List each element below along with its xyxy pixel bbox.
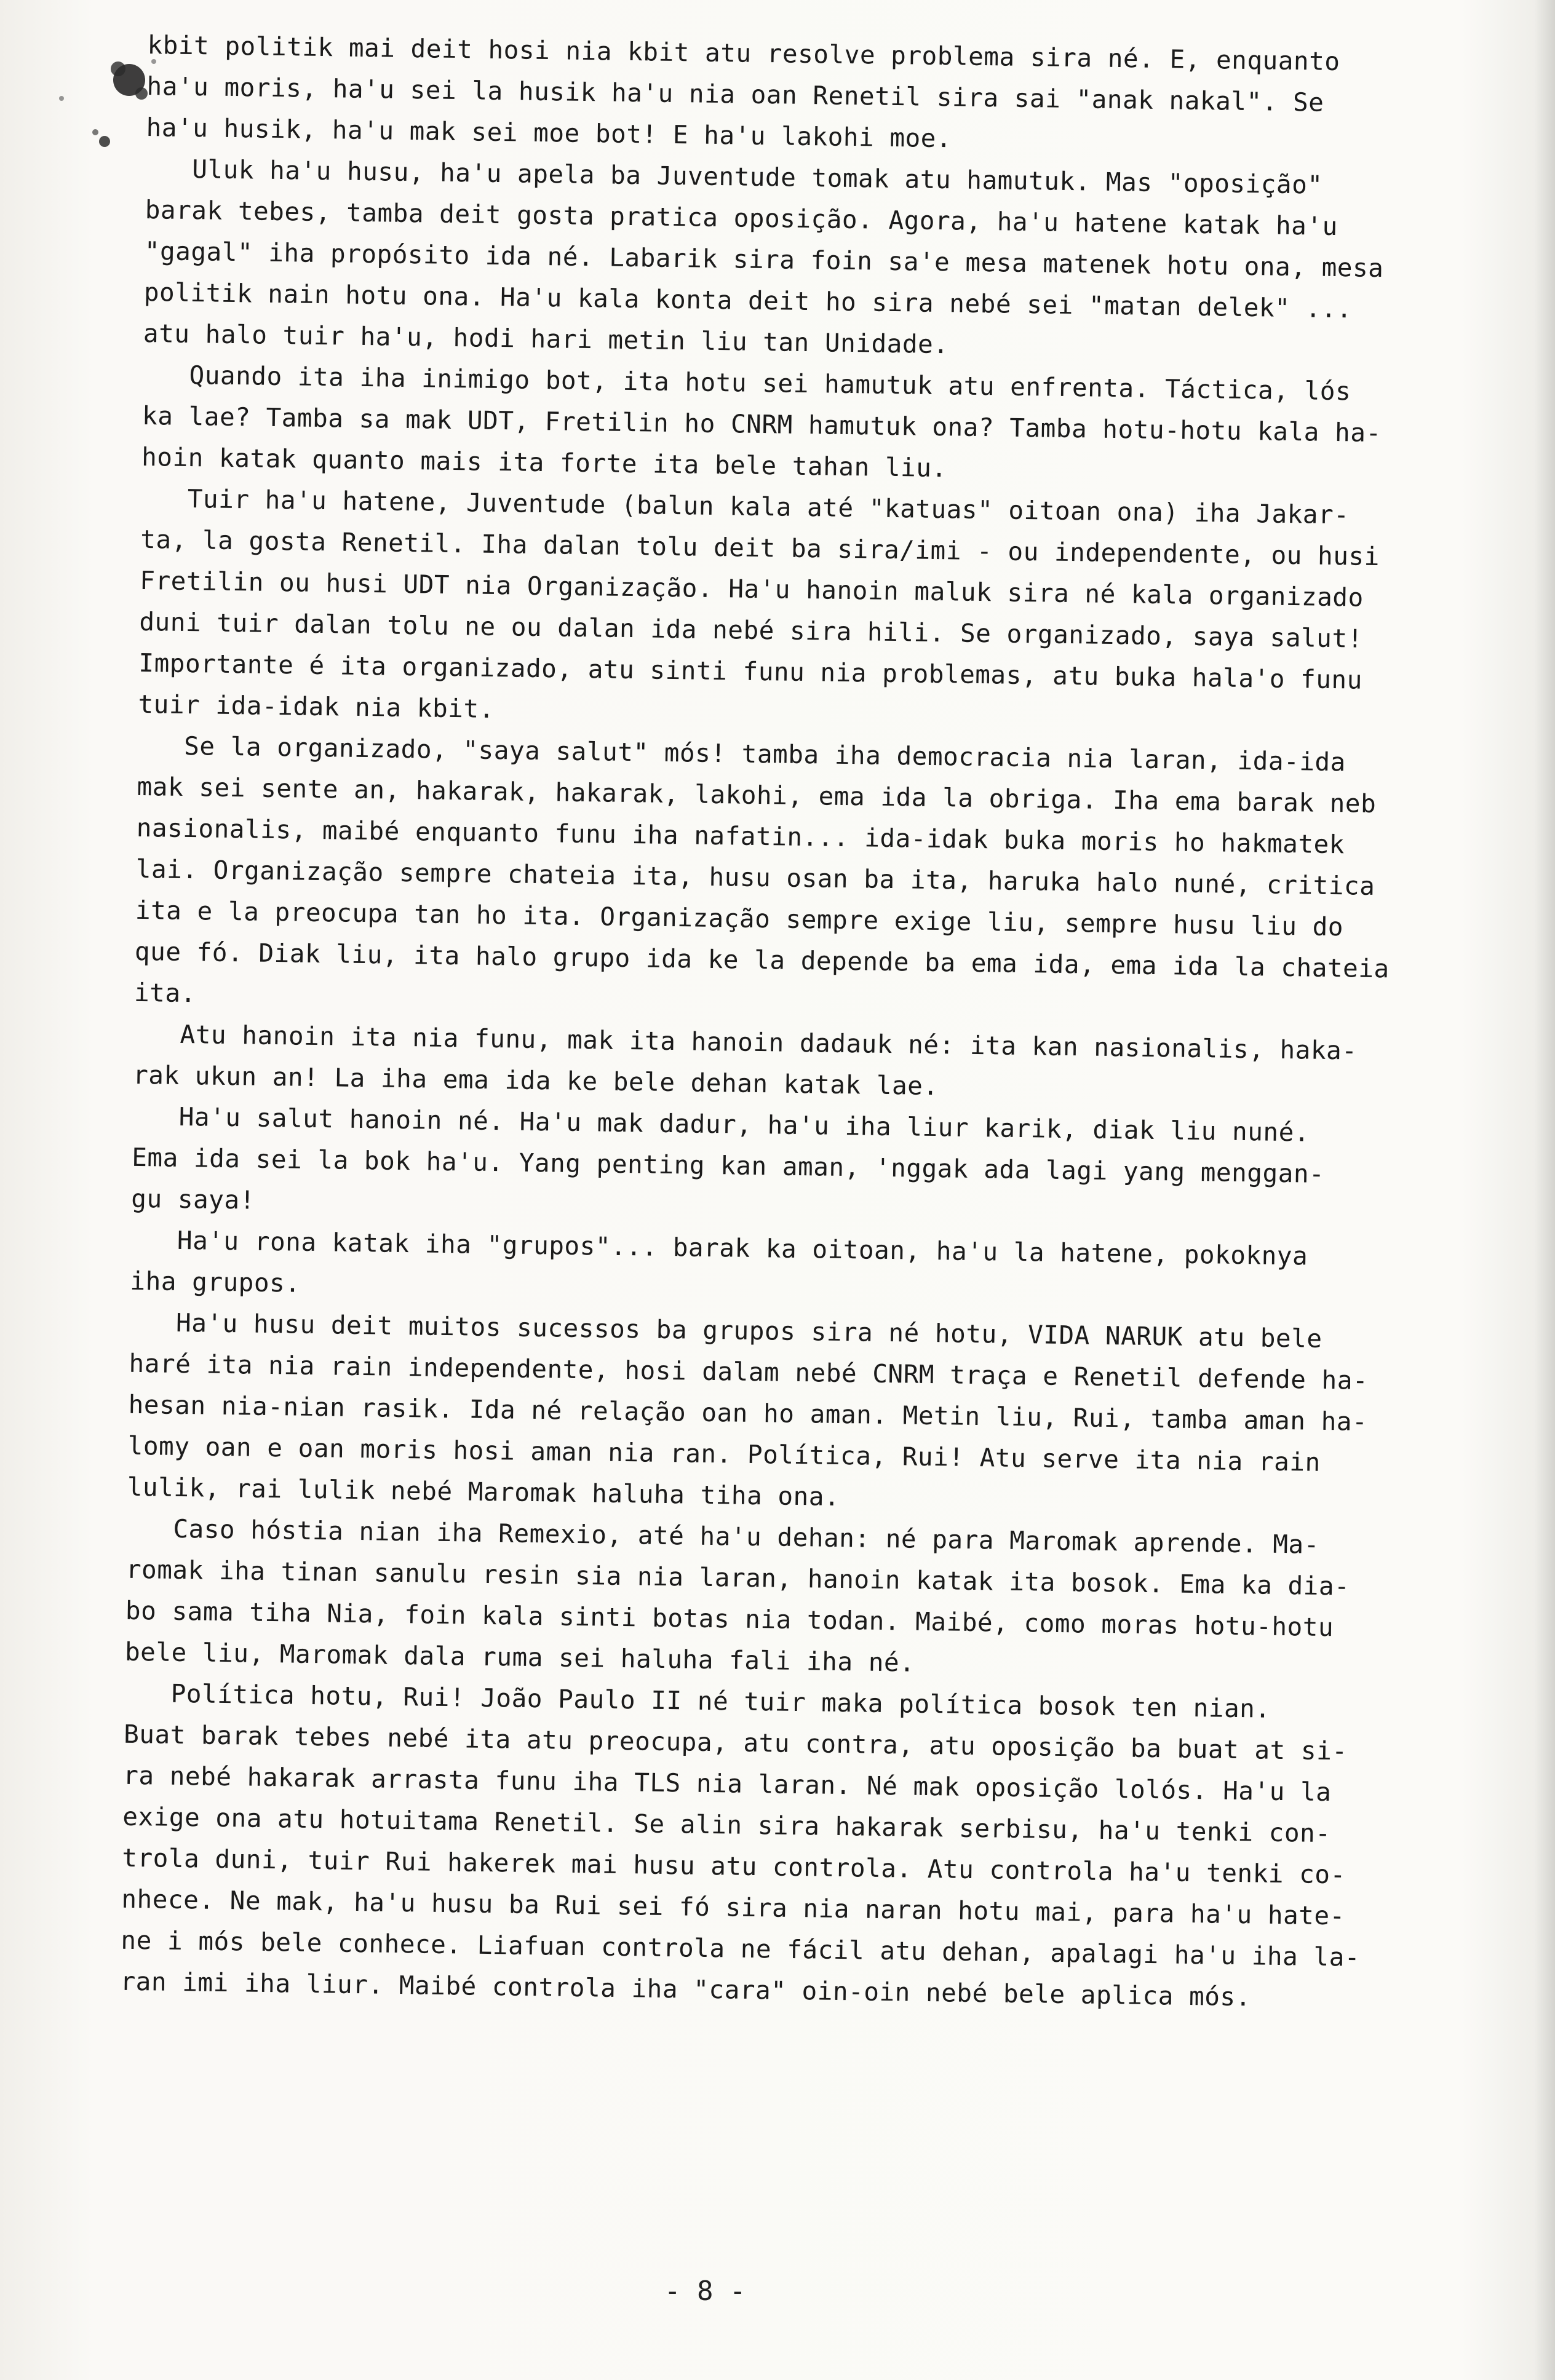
text-line: atu halo tuir ha'u, hodi hari metin liu tan Unidade. [143,318,949,360]
text-line: politik nain hotu ona. Ha'u kala konta deit ho sira nebé sei "matan delek" ... [143,277,1353,324]
text-line: ita. [133,977,197,1009]
text-line: Importante é ita organizado, atu sinti funu nia problemas, atu buka hala'o funu [138,648,1363,695]
text-line: romak iha tinan sanulu resin sia nia laran, hanoin katak ita bosok. Ema ka dia- [125,1554,1350,1601]
text-line: ta, la gosta Renetil. Iha dalan tolu deit ba sira/imi - ou independente, ou husi [140,524,1380,572]
text-line: Fretilin ou husi UDT nia Organização. Ha'u hanoin maluk sira né kala organizado [140,565,1364,613]
page-edge-shadow [1534,0,1555,2380]
text-line: lai. Organização sempre chateia ita, husu osan ba ita, haruka halo nuné, critica [135,854,1375,901]
text-line: Caso hóstia nian iha Remexio, até ha'u dehan: né para Maromak aprende. Ma- [126,1513,1320,1560]
text-line: exige ona atu hotuitama Renetil. Se alin sira hakarak serbisu, ha'u tenki con- [122,1801,1331,1849]
text-line: ne i mós bele conhece. Liafuan controla ne fácil atu dehan, apalagi ha'u iha la- [121,1925,1361,1972]
text-line: lomy oan e oan moris hosi aman nia ran. Política, Rui! Atu serve ita nia rain [127,1430,1321,1477]
text-line: bo sama tiha Nia, foin kala sinti botas nia todan. Maibé, como moras hotu-hotu [125,1595,1334,1643]
text-line: ran imi iha liur. Maibé controla iha "cara" oin-oin nebé bele aplica mós. [120,1966,1252,2012]
text-line: hoin katak quanto mais ita forte ita bele tahan liu. [141,442,947,483]
text-line: lulik, rai lulik nebé Maromak haluha tiha ona. [127,1472,840,1512]
text-line: nhece. Ne mak, ha'u husu ba Rui sei fó sira nia naran hotu mai, para ha'u hate- [121,1884,1346,1931]
text-line: nasionalis, maibé enquanto funu iha nafatin... ida-idak buka moris ho hakmatek [136,812,1345,860]
text-line: tuir ida-idak nia kbit. [138,689,495,724]
text-line: Ha'u rona katak iha "grupos"... barak ka oitoan, ha'u la hatene, pokoknya [130,1224,1308,1271]
text-line: duni tuir dalan tolu ne ou dalan ida nebé sira hili. Se organizado, saya salut! [139,606,1364,654]
text-line: kbit politik mai deit hosi nia kbit atu resolve problema sira né. E, enquanto [147,30,1340,77]
text-line: barak tebes, tamba deit gosta pratica oposição. Agora, ha'u hatene katak ha'u [145,194,1338,242]
text-line: ita e la preocupa tan ho ita. Organização sempre exige liu, sempre husu liu do [135,895,1344,942]
text-line: ka lae? Tamba sa mak UDT, Fretilin ho CNRM hamutuk ona? Tamba hotu-hotu kala ha- [141,400,1382,448]
text-line: ha'u husik, ha'u mak sei moe bot! E ha'u lakohi moe. [146,112,952,154]
text-line: ha'u moris, ha'u sei la husik ha'u nia oan Renetil sira sai "anak nakal". Se [146,71,1324,117]
text-line: Ha'u salut hanoin né. Ha'u mak dadur, ha'u iha liur karik, diak liu nuné. [132,1101,1310,1148]
text-line: Tuir ha'u hatene, Juventude (balun kala até "katuas" oitoan ona) iha Jakar- [140,483,1350,530]
text-line: Quando ita iha inimigo bot, ita hotu sei hamutuk atu enfrenta. Táctica, lós [142,359,1351,407]
text-line: gu saya! [131,1183,256,1215]
text-line: mak sei sente an, hakarak, hakarak, lakohi, ema ida la obriga. Iha ema barak neb [137,771,1377,819]
text-line: "gagal" iha propósito ida né. Labarik sira foin sa'e mesa matenek hotu ona, mesa [144,236,1384,284]
text-line: iha grupos. [130,1266,301,1298]
text-line: que fó. Diak liu, ita halo grupo ida ke la depende ba ema ida, ema ida la chateia [134,936,1390,984]
text-line: rak ukun an! La iha ema ida ke bele dehan katak lae. [132,1060,939,1101]
text-line: bele liu, Maromak dala ruma sei haluha fali iha né. [124,1636,915,1678]
document-body [120,25,1501,2021]
text-line: Se la organizado, "saya salut" mós! tamba iha democracia nia laran, ida-ida [137,730,1346,777]
text-line: Ema ida sei la bok ha'u. Yang penting kan aman, 'nggak ada lagi yang menggan- [131,1142,1325,1189]
text-line: Ha'u husu deit muitos sucessos ba grupos sira né hotu, VIDA NARUK atu bele [129,1307,1322,1354]
text-line: Buat barak tebes nebé ita atu preocupa, atu contra, atu oposição ba buat at si- [123,1719,1348,1766]
page-number: - 8 - [664,2275,746,2307]
text-line: Política hotu, Rui! João Paulo II né tuir maka política bosok ten nian. [124,1678,1271,1724]
text-line: Atu hanoin ita nia funu, mak ita hanoin dadauk né: ita kan nasionalis, haka- [133,1018,1358,1066]
text-line: hesan nia-nian rasik. Ida né relação oan ho aman. Metin liu, Rui, tamba aman ha- [128,1389,1368,1437]
text-line: Uluk ha'u husu, ha'u apela ba Juventude tomak atu hamutuk. Mas "oposição" [145,153,1323,200]
text-line: trola duni, tuir Rui hakerek mai husu atu controla. Atu controla ha'u tenki co- [122,1843,1346,1890]
text-line: ra nebé hakarak arrasta funu iha TLS nia laran. Né mak oposição lolós. Ha'u la [122,1760,1332,1807]
text-line: haré ita nia rain independente, hosi dalam nebé CNRM traça e Renetil defende ha- [129,1348,1369,1395]
